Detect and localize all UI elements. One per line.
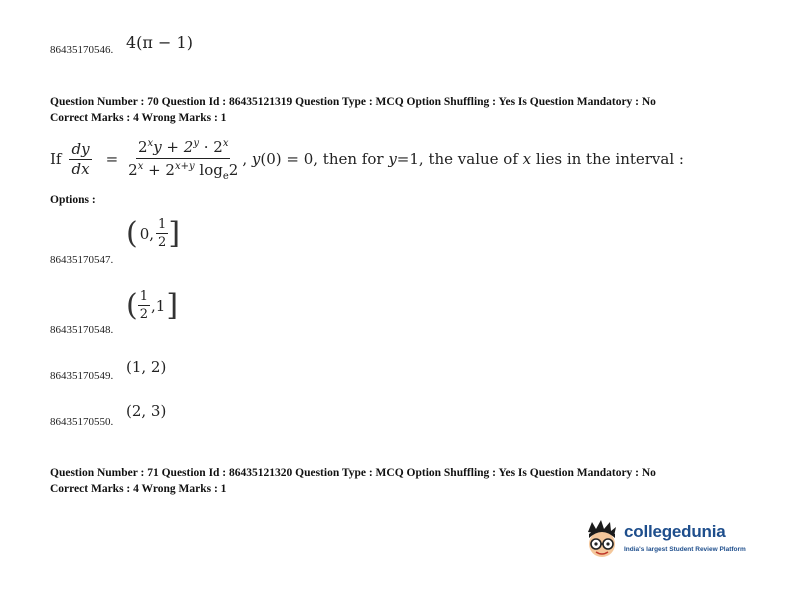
option-id-4: 86435170550. [50, 416, 114, 428]
mascot-icon [582, 518, 622, 562]
left-paren: ( [126, 287, 138, 323]
option-value-1: ( 0, $\frac{1}{2}$ ] [126, 215, 181, 251]
if-word: If [50, 150, 62, 168]
right-bracket: ] [166, 287, 179, 323]
rhs-fraction [126, 138, 240, 182]
option-id-1: 86435170547. [50, 254, 114, 266]
left-paren: ( [126, 215, 138, 251]
option-value-prev: 4(π − 1) [126, 33, 193, 52]
question-statement [50, 138, 684, 182]
option-2-fraction: $\frac{1}{2}$ [139, 289, 148, 322]
lhs-denominator: dx [71, 159, 90, 178]
rhs-numerator: $2^xy + 2^y \cdot 2^x$ [136, 140, 230, 159]
logo-name: collegedunia [624, 522, 726, 541]
option-1-fraction: $\frac{1}{2}$ [158, 217, 167, 250]
option-id-prev: 86435170546. [50, 44, 114, 56]
logo-tagline: India's largest Student Review Platform [624, 546, 746, 553]
equals-sign: = [105, 150, 119, 168]
option-id-3: 86435170549. [50, 370, 114, 382]
statement-tail: , y(0) = 0, then for y=1, the value of x lies in the interval : [242, 150, 684, 168]
next-question-meta-line2: Correct Marks : 4 Wrong Marks : 1 [50, 483, 227, 495]
lhs-numerator: dy [71, 139, 90, 158]
collegedunia-logo [582, 518, 746, 564]
question-meta-line1: Question Number : 70 Question Id : 86435121319 Question Type : MCQ Option Shuffling : Yes Is Question Mandatory : No [50, 96, 656, 108]
options-label: Options : [50, 194, 96, 206]
lhs-fraction [69, 139, 91, 178]
option-value-2: ( $\frac{1}{2}$ ,1 ] [126, 287, 179, 323]
right-bracket: ] [168, 215, 181, 251]
option-value-3: (1, 2) [126, 358, 167, 376]
option-id-2: 86435170548. [50, 324, 114, 336]
question-meta-line2: Correct Marks : 4 Wrong Marks : 1 [50, 112, 227, 124]
rhs-denominator: $2^x + 2^{x+y}$ $\log_e2$ [128, 161, 239, 182]
next-question-meta-line1: Question Number : 71 Question Id : 86435121320 Question Type : MCQ Option Shuffling : Yes Is Question Mandatory : No [50, 467, 656, 479]
option-value-4: (2, 3) [126, 402, 167, 420]
